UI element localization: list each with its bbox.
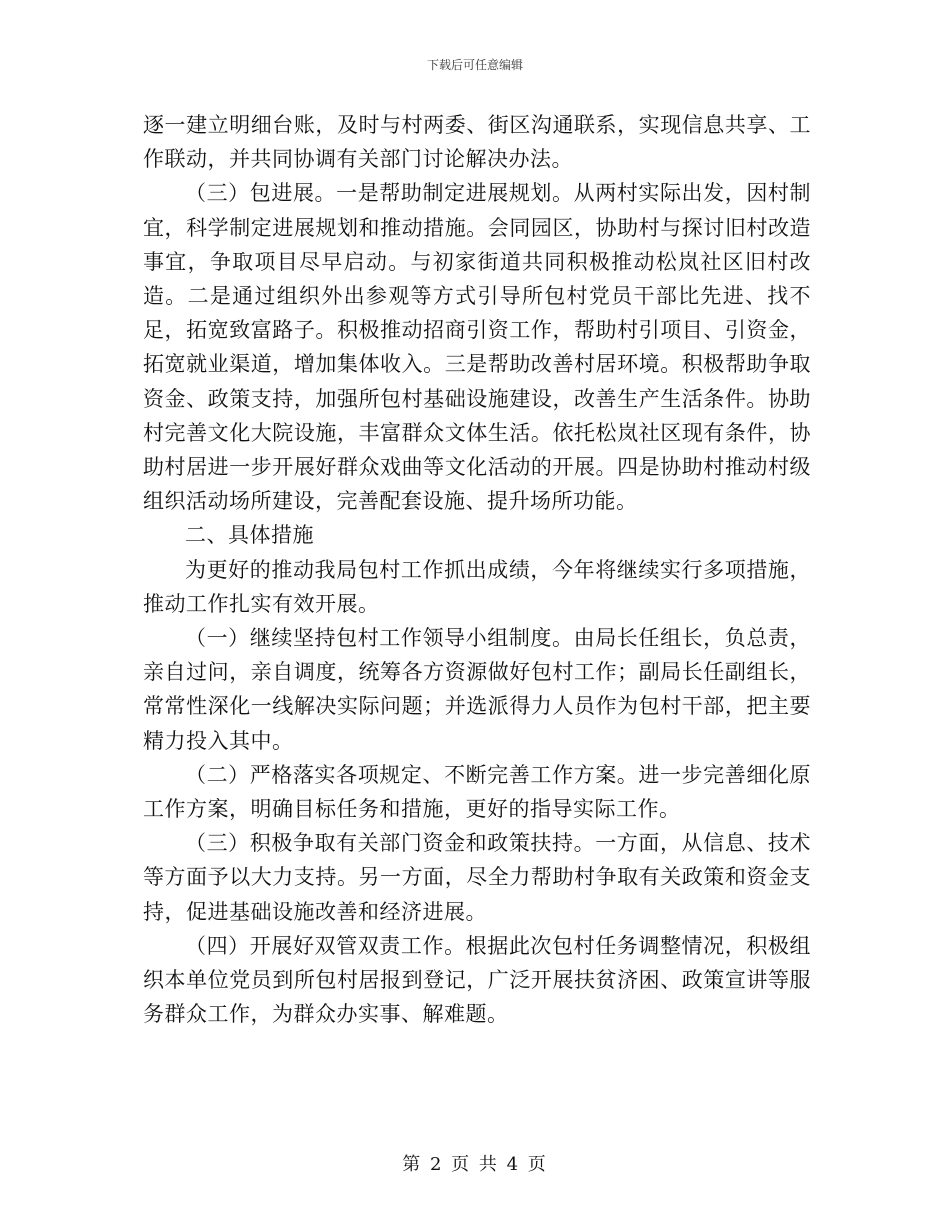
- page-footer: [0, 1150, 950, 1176]
- document-body: [143, 108, 811, 1031]
- paragraph-7: （四）开展好双管双责工作。根据此次包村任务调整情况，积极组织本单位党员到所包村居报到登记，广泛开展扶贫济困、政策宣讲等服务群众工作，为群众办实事、解难题。: [143, 933, 811, 1027]
- paragraph-3: 为更好的推动我局包村工作抓出成绩，今年将继续实行多项措施，推动工作扎实有效开展。: [143, 557, 811, 616]
- paragraph-1: 逐一建立明细台账，及时与村两委、街区沟通联系，实现信息共享、工作联动，并共同协调有关部门讨论解决办法。: [143, 113, 811, 172]
- paragraph-4: （一）继续坚持包村工作领导小组制度。由局长任组长，负总责，亲自过问，亲自调度，统筹各方资源做好包村工作；副局长任副组长，常常性深化一线解决实际问题；并选派得力人员作为包村干部，把主要精力投入其中。: [143, 626, 811, 753]
- section-heading: 二、具体措施: [185, 523, 314, 548]
- page-number: 第 2 页 共 4 页: [402, 1154, 548, 1175]
- page-header: 下载后可任意编辑: [426, 58, 523, 72]
- paragraph-6: （三）积极争取有关部门资金和政策扶持。一方面，从信息、技术等方面予以大力支持。另一方面，尽全力帮助村争取有关政策和资金支持，促进基础设施改善和经济进展。: [143, 831, 811, 924]
- paragraph-5: （二）严格落实各项规定、不断完善工作方案。进一步完善细化原工作方案，明确目标任务和措施，更好的指导实际工作。: [143, 762, 811, 822]
- paragraph-2: （三）包进展。一是帮助制定进展规划。从两村实际出发，因村制宜，科学制定进展规划和推动措施。会同园区，协助村与探讨旧村改造事宜，争取项目尽早启动。与初家街道共同积极推动松岚社区旧村改造。二是通过组织外出参观等方式引导所包村党员干部比先进、找不足，拓宽致富路子。积极推动招商引资工作，帮助村引项目、引资金，拓宽就业渠道，增加集体收入。三是帮助改善村居环境。积极帮助争取资金、政策支持，加强所包村基础设施建设，改善生产生活条件。协助村完善文化大院设施，丰富群众文体生活。依托松岚社区现有条件，协助村居进一步开展好群众戏曲等文化活动的开展。四是协助村推动村级组织活动场所建设，完善配套设施、提升场所功能。: [143, 181, 811, 514]
